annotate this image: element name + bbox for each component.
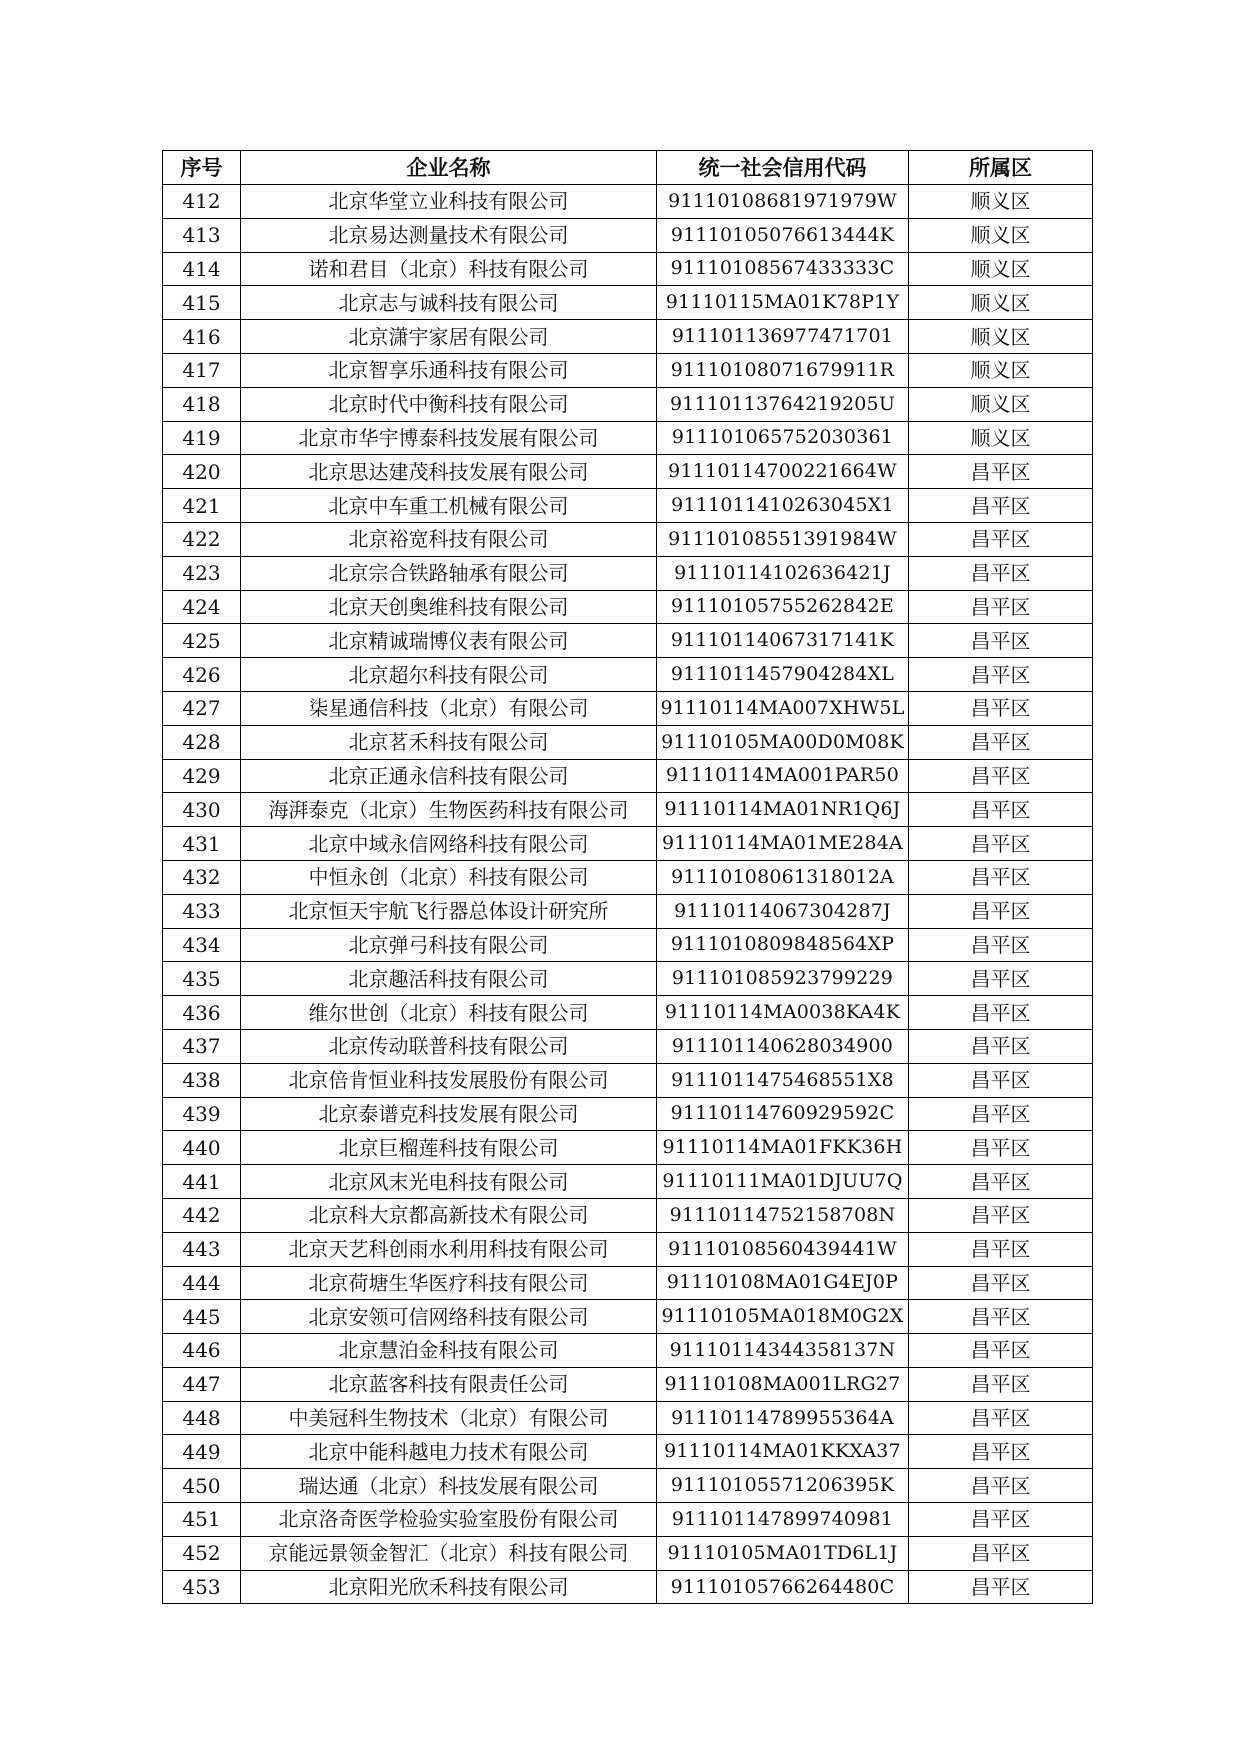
- table-row: [163, 1570, 1093, 1604]
- cell-district: 昌平区: [909, 1063, 1093, 1097]
- cell-credit-code: 91110114102636421J: [657, 556, 909, 590]
- cell-company-name: 北京时代中衡科技有限公司: [241, 387, 657, 421]
- cell-district: 顺义区: [909, 353, 1093, 387]
- cell-company-name: 北京思达建茂科技发展有限公司: [241, 455, 657, 489]
- table-row: [163, 1503, 1093, 1537]
- cell-company-name: 北京倍肯恒业科技发展股份有限公司: [241, 1063, 657, 1097]
- cell-credit-code: 91110105571206395K: [657, 1469, 909, 1503]
- cell-index: 443: [163, 1232, 241, 1266]
- cell-credit-code: 911101140628034900: [657, 1029, 909, 1063]
- cell-index: 447: [163, 1367, 241, 1401]
- cell-credit-code: 91110114700221664W: [657, 455, 909, 489]
- cell-credit-code: 9111011475468551X8: [657, 1063, 909, 1097]
- cell-district: 昌平区: [909, 1469, 1093, 1503]
- cell-credit-code: 91110114MA0038KA4K: [657, 996, 909, 1030]
- cell-index: 444: [163, 1266, 241, 1300]
- cell-company-name: 诺和君目（北京）科技有限公司: [241, 252, 657, 286]
- cell-credit-code: 91110114MA01FKK36H: [657, 1131, 909, 1165]
- cell-credit-code: 91110114MA007XHW5L: [657, 691, 909, 725]
- table-row: [163, 489, 1093, 523]
- cell-company-name: 京能远景领金智汇（北京）科技有限公司: [241, 1536, 657, 1570]
- cell-company-name: 北京正通永信科技有限公司: [241, 759, 657, 793]
- cell-index: 421: [163, 489, 241, 523]
- cell-index: 434: [163, 928, 241, 962]
- cell-district: 昌平区: [909, 691, 1093, 725]
- cell-credit-code: 911101065752030361: [657, 421, 909, 455]
- cell-company-name: 维尔世创（北京）科技有限公司: [241, 996, 657, 1030]
- cell-company-name: 北京中能科越电力技术有限公司: [241, 1435, 657, 1469]
- cell-credit-code: 9111011410263045X1: [657, 489, 909, 523]
- table-row: [163, 353, 1093, 387]
- cell-credit-code: 91110113764219205U: [657, 387, 909, 421]
- cell-district: 昌平区: [909, 827, 1093, 861]
- cell-district: 昌平区: [909, 1300, 1093, 1334]
- table-row: [163, 320, 1093, 354]
- cell-district: 昌平区: [909, 1266, 1093, 1300]
- cell-company-name: 北京安领可信网络科技有限公司: [241, 1300, 657, 1334]
- cell-district: 昌平区: [909, 860, 1093, 894]
- cell-district: 昌平区: [909, 1097, 1093, 1131]
- table-row: [163, 624, 1093, 658]
- cell-credit-code: 91110114344358137N: [657, 1334, 909, 1368]
- cell-index: 413: [163, 218, 241, 252]
- header-index: 序号: [163, 151, 241, 185]
- cell-company-name: 北京恒天宇航飞行器总体设计研究所: [241, 894, 657, 928]
- cell-credit-code: 91110114MA001PAR50: [657, 759, 909, 793]
- cell-company-name: 柒星通信科技（北京）有限公司: [241, 691, 657, 725]
- cell-district: 顺义区: [909, 286, 1093, 320]
- table-row: [163, 928, 1093, 962]
- cell-company-name: 北京裕宽科技有限公司: [241, 522, 657, 556]
- cell-credit-code: 91110108MA001LRG27: [657, 1367, 909, 1401]
- table-row: [163, 218, 1093, 252]
- cell-index: 426: [163, 658, 241, 692]
- table-row: [163, 522, 1093, 556]
- table-row: [163, 1029, 1093, 1063]
- cell-index: 428: [163, 725, 241, 759]
- cell-credit-code: 91110105076613444K: [657, 218, 909, 252]
- table-row: [163, 894, 1093, 928]
- cell-index: 427: [163, 691, 241, 725]
- cell-company-name: 北京天艺科创雨水利用科技有限公司: [241, 1232, 657, 1266]
- table-row: [163, 691, 1093, 725]
- table-row: [163, 556, 1093, 590]
- cell-index: 437: [163, 1029, 241, 1063]
- cell-index: 425: [163, 624, 241, 658]
- cell-district: 昌平区: [909, 1435, 1093, 1469]
- cell-company-name: 北京天创奥维科技有限公司: [241, 590, 657, 624]
- table-row: [163, 793, 1093, 827]
- cell-credit-code: 91110114760929592C: [657, 1097, 909, 1131]
- table-row: [163, 996, 1093, 1030]
- cell-company-name: 北京茗禾科技有限公司: [241, 725, 657, 759]
- table-row: [163, 455, 1093, 489]
- cell-company-name: 北京华堂立业科技有限公司: [241, 185, 657, 219]
- cell-district: 昌平区: [909, 1503, 1093, 1537]
- cell-company-name: 海湃泰克（北京）生物医药科技有限公司: [241, 793, 657, 827]
- cell-index: 423: [163, 556, 241, 590]
- table-row: [163, 1232, 1093, 1266]
- cell-company-name: 北京科大京都高新技术有限公司: [241, 1198, 657, 1232]
- cell-district: 昌平区: [909, 962, 1093, 996]
- cell-index: 445: [163, 1300, 241, 1334]
- cell-district: 昌平区: [909, 1570, 1093, 1604]
- cell-district: 昌平区: [909, 522, 1093, 556]
- cell-company-name: 北京志与诚科技有限公司: [241, 286, 657, 320]
- cell-district: 昌平区: [909, 1131, 1093, 1165]
- cell-district: 昌平区: [909, 793, 1093, 827]
- table-row: [163, 252, 1093, 286]
- cell-district: 顺义区: [909, 387, 1093, 421]
- cell-index: 450: [163, 1469, 241, 1503]
- cell-district: 昌平区: [909, 658, 1093, 692]
- cell-credit-code: 9111011457904284XL: [657, 658, 909, 692]
- cell-index: 433: [163, 894, 241, 928]
- cell-district: 昌平区: [909, 1334, 1093, 1368]
- cell-company-name: 北京风末光电科技有限公司: [241, 1165, 657, 1199]
- cell-company-name: 北京泰谱克科技发展有限公司: [241, 1097, 657, 1131]
- cell-district: 昌平区: [909, 1165, 1093, 1199]
- cell-company-name: 北京易达测量技术有限公司: [241, 218, 657, 252]
- cell-credit-code: 91110115MA01K78P1Y: [657, 286, 909, 320]
- cell-credit-code: 911101136977471701: [657, 320, 909, 354]
- cell-district: 顺义区: [909, 185, 1093, 219]
- cell-credit-code: 91110114MA01ME284A: [657, 827, 909, 861]
- cell-index: 441: [163, 1165, 241, 1199]
- table-row: [163, 1367, 1093, 1401]
- cell-credit-code: 91110105766264480C: [657, 1570, 909, 1604]
- cell-company-name: 北京弹弓科技有限公司: [241, 928, 657, 962]
- cell-district: 顺义区: [909, 421, 1093, 455]
- cell-index: 435: [163, 962, 241, 996]
- cell-credit-code: 91110114789955364A: [657, 1401, 909, 1435]
- company-list-table: [162, 150, 1093, 1604]
- cell-district: 昌平区: [909, 928, 1093, 962]
- cell-index: 442: [163, 1198, 241, 1232]
- table-row: [163, 1401, 1093, 1435]
- table-row: [163, 185, 1093, 219]
- cell-district: 昌平区: [909, 759, 1093, 793]
- cell-company-name: 北京洛奇医学检验实验室股份有限公司: [241, 1503, 657, 1537]
- table-row: [163, 860, 1093, 894]
- cell-credit-code: 91110108061318012A: [657, 860, 909, 894]
- table-row: [163, 725, 1093, 759]
- cell-district: 顺义区: [909, 252, 1093, 286]
- cell-company-name: 中美冠科生物技术（北京）有限公司: [241, 1401, 657, 1435]
- table-row: [163, 1435, 1093, 1469]
- header-credit-code: 统一社会信用代码: [657, 151, 909, 185]
- cell-company-name: 北京智享乐通科技有限公司: [241, 353, 657, 387]
- table-header-row: [163, 151, 1093, 185]
- cell-company-name: 北京慧泊金科技有限公司: [241, 1334, 657, 1368]
- cell-company-name: 北京精诚瑞博仪表有限公司: [241, 624, 657, 658]
- cell-credit-code: 911101085923799229: [657, 962, 909, 996]
- cell-district: 顺义区: [909, 218, 1093, 252]
- cell-company-name: 瑞达通（北京）科技发展有限公司: [241, 1469, 657, 1503]
- cell-credit-code: 91110105MA01TD6L1J: [657, 1536, 909, 1570]
- cell-index: 412: [163, 185, 241, 219]
- cell-credit-code: 91110108071679911R: [657, 353, 909, 387]
- cell-credit-code: 91110111MA01DJUU7Q: [657, 1165, 909, 1199]
- cell-company-name: 北京趣活科技有限公司: [241, 962, 657, 996]
- cell-credit-code: 911101147899740981: [657, 1503, 909, 1537]
- cell-index: 429: [163, 759, 241, 793]
- table-row: [163, 827, 1093, 861]
- cell-district: 昌平区: [909, 1401, 1093, 1435]
- cell-company-name: 北京巨榴莲科技有限公司: [241, 1131, 657, 1165]
- cell-index: 416: [163, 320, 241, 354]
- cell-company-name: 北京超尔科技有限公司: [241, 658, 657, 692]
- cell-credit-code: 91110114752158708N: [657, 1198, 909, 1232]
- header-company-name: 企业名称: [241, 151, 657, 185]
- cell-index: 414: [163, 252, 241, 286]
- table-row: [163, 387, 1093, 421]
- table-row: [163, 759, 1093, 793]
- cell-index: 415: [163, 286, 241, 320]
- cell-credit-code: 91110114MA01NR1Q6J: [657, 793, 909, 827]
- cell-district: 昌平区: [909, 1029, 1093, 1063]
- table-row: [163, 421, 1093, 455]
- cell-index: 440: [163, 1131, 241, 1165]
- cell-company-name: 北京蓝客科技有限责任公司: [241, 1367, 657, 1401]
- cell-company-name: 北京阳光欣禾科技有限公司: [241, 1570, 657, 1604]
- cell-credit-code: 91110108567433333C: [657, 252, 909, 286]
- cell-index: 418: [163, 387, 241, 421]
- cell-district: 昌平区: [909, 590, 1093, 624]
- cell-district: 昌平区: [909, 1367, 1093, 1401]
- cell-company-name: 北京潇宇家居有限公司: [241, 320, 657, 354]
- cell-district: 昌平区: [909, 489, 1093, 523]
- cell-index: 430: [163, 793, 241, 827]
- table-row: [163, 1198, 1093, 1232]
- cell-company-name: 北京宗合铁路轴承有限公司: [241, 556, 657, 590]
- cell-credit-code: 91110108560439441W: [657, 1232, 909, 1266]
- cell-credit-code: 91110114MA01KKXA37: [657, 1435, 909, 1469]
- cell-district: 昌平区: [909, 455, 1093, 489]
- table-row: [163, 1266, 1093, 1300]
- cell-district: 昌平区: [909, 894, 1093, 928]
- cell-district: 昌平区: [909, 1536, 1093, 1570]
- table-row: [163, 1165, 1093, 1199]
- header-district: 所属区: [909, 151, 1093, 185]
- cell-index: 452: [163, 1536, 241, 1570]
- cell-index: 431: [163, 827, 241, 861]
- cell-credit-code: 91110108551391984W: [657, 522, 909, 556]
- cell-company-name: 北京中车重工机械有限公司: [241, 489, 657, 523]
- cell-credit-code: 91110114067304287J: [657, 894, 909, 928]
- table-row: [163, 1334, 1093, 1368]
- cell-credit-code: 91110105MA00D0M08K: [657, 725, 909, 759]
- cell-credit-code: 91110105MA018M0G2X: [657, 1300, 909, 1334]
- table-row: [163, 1097, 1093, 1131]
- cell-credit-code: 91110105755262842E: [657, 590, 909, 624]
- table-row: [163, 286, 1093, 320]
- cell-index: 432: [163, 860, 241, 894]
- cell-index: 451: [163, 1503, 241, 1537]
- cell-credit-code: 9111010809848564XP: [657, 928, 909, 962]
- cell-index: 420: [163, 455, 241, 489]
- cell-district: 顺义区: [909, 320, 1093, 354]
- cell-index: 422: [163, 522, 241, 556]
- table-row: [163, 658, 1093, 692]
- table-row: [163, 590, 1093, 624]
- cell-district: 昌平区: [909, 1232, 1093, 1266]
- cell-index: 436: [163, 996, 241, 1030]
- cell-credit-code: 91110108MA01G4EJ0P: [657, 1266, 909, 1300]
- cell-index: 424: [163, 590, 241, 624]
- cell-index: 419: [163, 421, 241, 455]
- cell-index: 417: [163, 353, 241, 387]
- cell-credit-code: 91110108681971979W: [657, 185, 909, 219]
- cell-credit-code: 91110114067317141K: [657, 624, 909, 658]
- cell-company-name: 北京传动联普科技有限公司: [241, 1029, 657, 1063]
- table-row: [163, 1300, 1093, 1334]
- cell-district: 昌平区: [909, 1198, 1093, 1232]
- cell-company-name: 北京市华宇博泰科技发展有限公司: [241, 421, 657, 455]
- table-row: [163, 1131, 1093, 1165]
- cell-district: 昌平区: [909, 624, 1093, 658]
- cell-index: 446: [163, 1334, 241, 1368]
- cell-company-name: 北京荷塘生华医疗科技有限公司: [241, 1266, 657, 1300]
- cell-company-name: 中恒永创（北京）科技有限公司: [241, 860, 657, 894]
- cell-district: 昌平区: [909, 996, 1093, 1030]
- cell-index: 448: [163, 1401, 241, 1435]
- table-row: [163, 1063, 1093, 1097]
- cell-district: 昌平区: [909, 725, 1093, 759]
- table-row: [163, 962, 1093, 996]
- cell-company-name: 北京中域永信网络科技有限公司: [241, 827, 657, 861]
- table-row: [163, 1536, 1093, 1570]
- table-row: [163, 1469, 1093, 1503]
- cell-index: 453: [163, 1570, 241, 1604]
- cell-district: 昌平区: [909, 556, 1093, 590]
- cell-index: 439: [163, 1097, 241, 1131]
- cell-index: 438: [163, 1063, 241, 1097]
- cell-index: 449: [163, 1435, 241, 1469]
